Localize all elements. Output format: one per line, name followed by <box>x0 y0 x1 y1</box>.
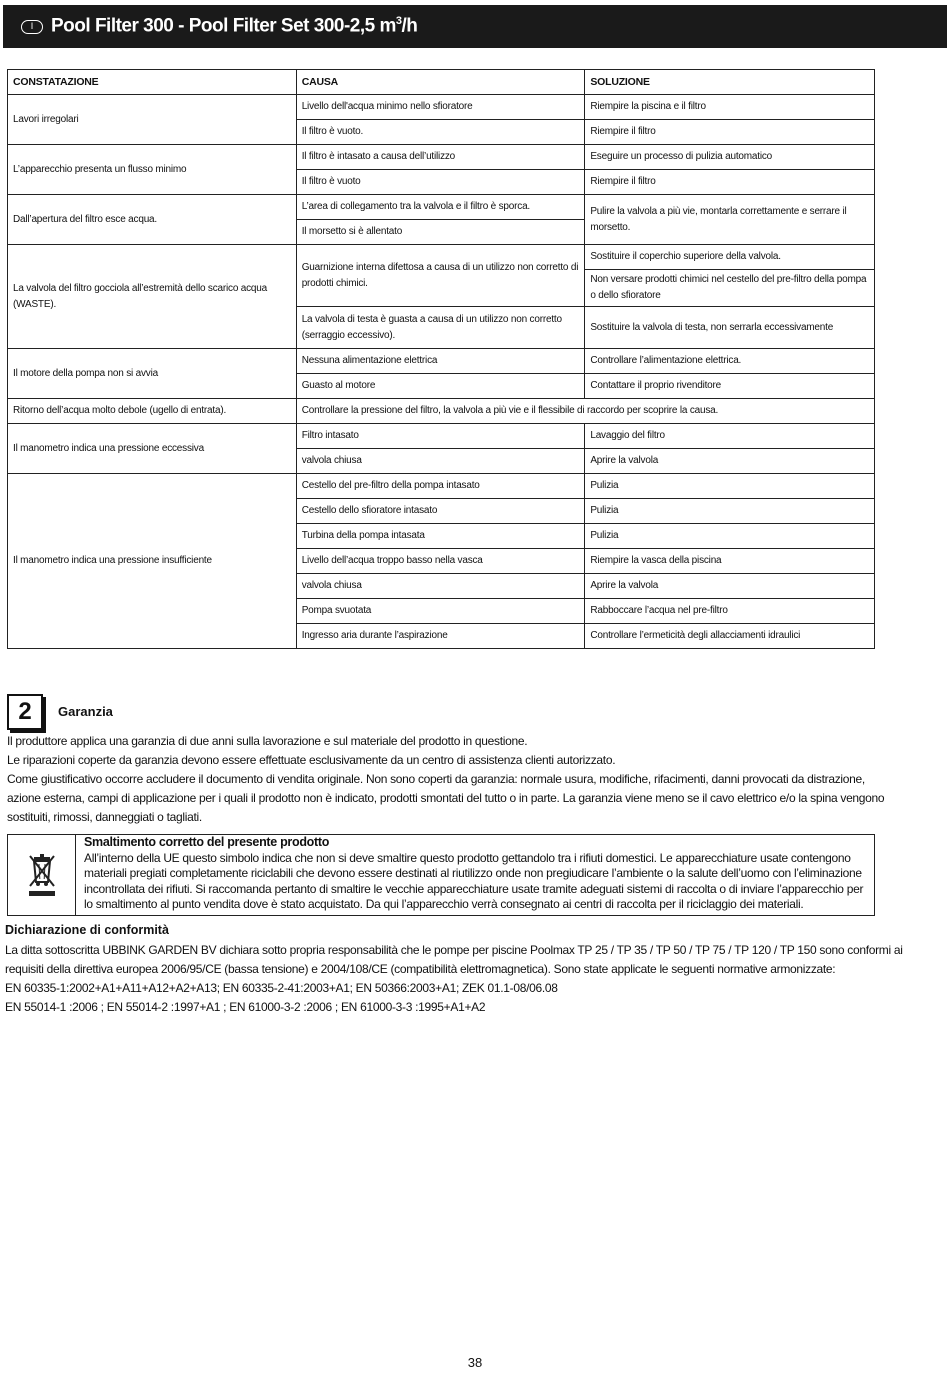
page-number: 38 <box>467 1355 483 1370</box>
cause-cell: Pompa svuotata <box>296 599 585 624</box>
cause-cell: Guarnizione interna difettosa a causa di un utilizzo non corretto di prodotti chimici. <box>296 245 585 307</box>
symptom-cell: Il motore della pompa non si avvia <box>8 349 297 399</box>
solution-cell: Pulizia <box>585 524 875 549</box>
solution-cell: Eseguire un processo di pulizia automatico <box>585 145 875 170</box>
solution-cell: Aprire la valvola <box>585 449 875 474</box>
solution-cell: Pulizia <box>585 499 875 524</box>
solution-cell: Sostituire il coperchio superiore della valvola. <box>585 245 875 270</box>
table-row <box>8 245 875 270</box>
symptom-cell: Ritorno dell’acqua molto debole (ugello di entrata). <box>8 399 297 424</box>
cause-cell: Filtro intasato <box>296 424 585 449</box>
troubleshooting-table <box>7 69 875 649</box>
table-row <box>8 399 875 424</box>
solution-cell: Pulizia <box>585 474 875 499</box>
cause-cell: Turbina della pompa intasata <box>296 524 585 549</box>
conformity-body <box>5 941 905 1017</box>
page-header <box>3 5 947 48</box>
solution-cell: Contattare il proprio rivenditore <box>585 374 875 399</box>
warranty-text <box>7 732 897 827</box>
table-row <box>8 195 875 220</box>
cause-cell: La valvola di testa è guasta a causa di un utilizzo non corretto (serraggio eccessivo). <box>296 307 585 349</box>
cause-cell: Livello dell'acqua minimo nello sfioratore <box>296 95 585 120</box>
solution-cell: Aprire la valvola <box>585 574 875 599</box>
table-row <box>8 145 875 170</box>
cause-cell: Il filtro è intasato a causa dell’utilizzo <box>296 145 585 170</box>
table-row <box>8 349 875 374</box>
solution-cell: Riempire la piscina e il filtro <box>585 95 875 120</box>
symptom-cell: Il manometro indica una pressione eccessiva <box>8 424 297 474</box>
symptom-cell: L’apparecchio presenta un flusso minimo <box>8 145 297 195</box>
page-title-superscript: 3 <box>395 15 402 28</box>
header-solution: SOLUZIONE <box>585 70 875 95</box>
cause-cell: Nessuna alimentazione elettrica <box>296 349 585 374</box>
conformity-standards-line: EN 55014-1 :2006 ; EN 55014-2 :1997+A1 ; EN 61000-3-2 :2006 ; EN 61000-3-3 :1995+A1+A2 <box>5 1000 486 1014</box>
solution-cell: Sostituire la valvola di testa, non serrarla eccessivamente <box>585 307 875 349</box>
cause-cell: Livello dell’acqua troppo basso nella vasca <box>296 549 585 574</box>
cause-cell: L’area di collegamento tra la valvola e il filtro è sporca. <box>296 195 585 220</box>
symptom-cell: Dall’apertura del filtro esce acqua. <box>8 195 297 245</box>
cause-cell: Cestello del pre-filtro della pompa intasato <box>296 474 585 499</box>
disposal-notice <box>7 834 875 916</box>
symptom-cell: La valvola del filtro gocciola all’estremità dello scarico acqua (WASTE). <box>8 245 297 349</box>
cause-cell: Cestello dello sfioratore intasato <box>296 499 585 524</box>
disposal-title: Smaltimento corretto del presente prodotto <box>84 835 330 849</box>
disposal-text: All’interno della UE questo simbolo indica che non si deve smaltire questo prodotto gettandolo tra i rifiuti domestici. Le apparecchiature usate contengono materiali pregiati completamente riciclabili che devono essere destinati al riutilizzo onde non pregiudicare l’ambiente o la salute dell’uomo con l’eliminazione incontrollata dei rifiuti. Si raccomanda pertanto di smaltire le vecchie apparecchiature usate tramite adeguati sistemi di raccolta o di inviare l’apparecchio per lo smaltimento al punto vendita dove è stato acquistato. Da qui l’apparecchio verrà consegnato ai centri di raccolta per il riciclaggio dei materiali. <box>84 850 864 911</box>
disposal-icon-cell <box>8 835 76 915</box>
disposal-body <box>84 835 869 913</box>
language-badge: I <box>21 20 43 34</box>
warranty-paragraph: Il produttore applica una garanzia di due anni sulla lavorazione e sul materiale del prodotto in questione. <box>7 734 528 748</box>
conformity-title: Dichiarazione di conformità <box>5 923 169 937</box>
cause-cell: Ingresso aria durante l’aspirazione <box>296 624 585 649</box>
symptom-cell: Lavori irregolari <box>8 95 297 145</box>
cause-cell: valvola chiusa <box>296 574 585 599</box>
table-row <box>8 474 875 499</box>
table-header-row <box>8 70 875 95</box>
solution-cell: Riempire il filtro <box>585 120 875 145</box>
symptom-cell: Il manometro indica una pressione insufficiente <box>8 474 297 649</box>
warranty-paragraph: Come giustificativo occorre accludere il documento di vendita originale. Non sono coperti da garanzia: normale usura, modifiche, rifacimenti, danni provocati da distrazione, azione esterna, campi di applicazione per i quali il prodotto non è indicato, prodotti smontati del tutto o in parte. La garanzia viene meno se il cavo elettrico e/o la spina vengono sostituiti, rimossi, danneggiati o tagliati. <box>7 772 885 824</box>
warranty-paragraph: Le riparazioni coperte da garanzia devono essere effettuate esclusivamente da un centro di assistenza clienti autorizzato. <box>7 753 616 767</box>
cause-cell: Guasto al motore <box>296 374 585 399</box>
solution-cell: Riempire la vasca della piscina <box>585 549 875 574</box>
page-title-text: Pool Filter 300 - Pool Filter Set 300-2,5 m <box>51 15 396 37</box>
solution-cell: Lavaggio del filtro <box>585 424 875 449</box>
cause-cell: valvola chiusa <box>296 449 585 474</box>
crossed-out-bin-icon <box>27 852 57 898</box>
cause-cell: Il filtro è vuoto <box>296 170 585 195</box>
header-cause: CAUSA <box>296 70 585 95</box>
solution-cell: Riempire il filtro <box>585 170 875 195</box>
section-number-badge: 2 <box>7 694 43 730</box>
solution-cell: Pulire la valvola a più vie, montarla correttamente e serrare il morsetto. <box>585 195 875 245</box>
cause-cell: Il filtro è vuoto. <box>296 120 585 145</box>
page-title <box>51 15 417 37</box>
cause-cell: Il morsetto si è allentato <box>296 220 585 245</box>
solution-cell: Controllare l’ermeticità degli allacciamenti idraulici <box>585 624 875 649</box>
table-row <box>8 424 875 449</box>
conformity-standards-line: EN 60335-1:2002+A1+A11+A12+A2+A13; EN 60335-2-41:2003+A1; EN 50366:2003+A1; ZEK 01.1-08/06.08 <box>5 981 558 995</box>
page-title-suffix: /h <box>401 15 418 37</box>
section-title: Garanzia <box>58 704 113 719</box>
cause-solution-cell: Controllare la pressione del filtro, la valvola a più vie e il flessibile di raccordo per scoprire la causa. <box>296 399 874 424</box>
solution-cell: Rabboccare l’acqua nel pre-filtro <box>585 599 875 624</box>
solution-cell: Non versare prodotti chimici nel cestello del pre-filtro della pompa o dello sfioratore <box>585 270 875 307</box>
conformity-text: La ditta sottoscritta UBBINK GARDEN BV dichiara sotto propria responsabilità che le pompe per piscine Poolmax TP 25 / TP 35 / TP 50 / TP 75 / TP 120 / TP 150 sono conformi ai requisiti della direttiva europea 2006/95/CE (bassa tensione) e 2004/108/CE (compatibilità elettromagnetica). Sono state applicate le seguenti normative armonizzate: <box>5 943 903 976</box>
solution-cell: Controllare l’alimentazione elettrica. <box>585 349 875 374</box>
table-row <box>8 95 875 120</box>
header-symptom: CONSTATAZIONE <box>8 70 297 95</box>
